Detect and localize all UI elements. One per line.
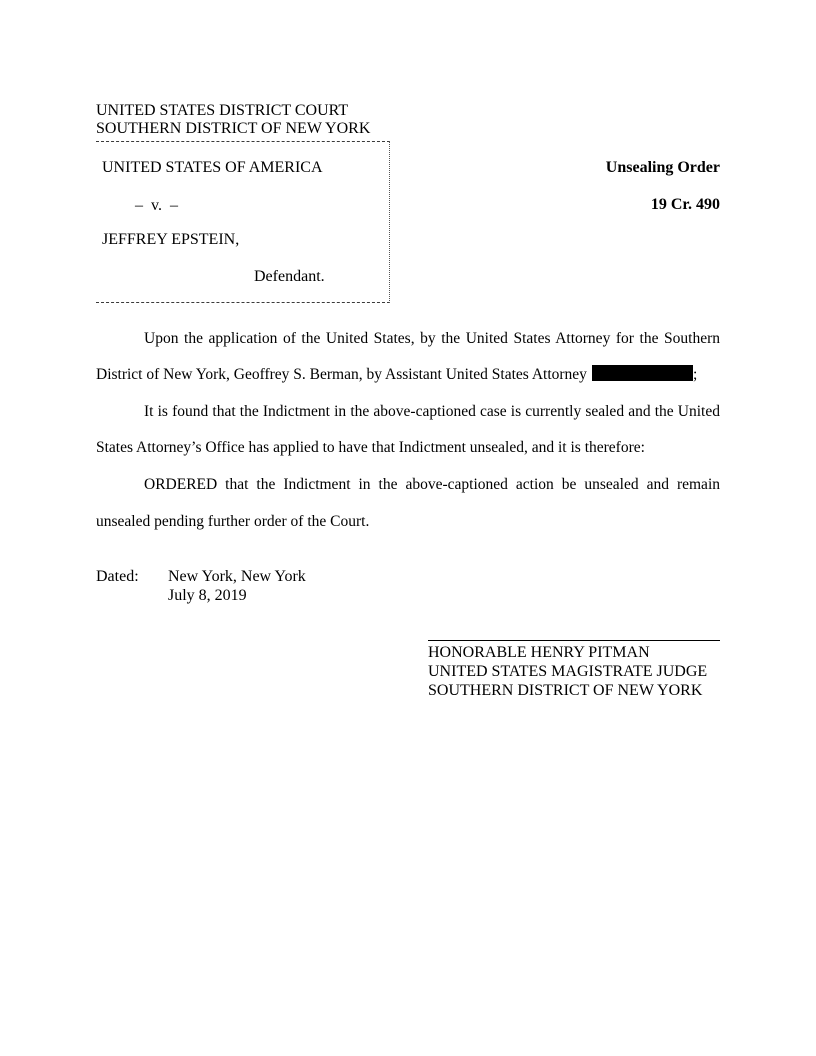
dated-block [96,567,720,605]
paragraph1-line2-text: District of New York, Geoffrey S. Berman, by Assistant United States Attorney [96,366,587,384]
court-district: SOUTHERN DISTRICT OF NEW YORK [96,120,371,138]
case-number: 19 Cr. 490 [650,195,720,213]
defendant-label: Defendant. [254,267,325,285]
paragraph2-line1: It is found that the Indictment in the above-captioned case is currently sealed and the United [144,402,720,420]
signature-block [428,640,720,700]
judge-district: SOUTHERN DISTRICT OF NEW YORK [428,682,703,700]
versus-line: – v. – [135,196,178,214]
case-caption-box [96,141,390,303]
dated-date: July 8, 2019 [168,587,247,605]
paragraph1-line1: Upon the application of the United States, by the United States Attorney for the Southern [144,329,720,347]
redaction-box [592,365,693,381]
judge-name: HONORABLE HENRY PITMAN [428,644,650,662]
paragraph1-line2-end: ; [692,366,698,384]
order-title: Unsealing Order [605,158,720,176]
caption-row [96,141,720,303]
dated-label: Dated: [96,568,139,586]
defendant-name: JEFFREY EPSTEIN, [102,230,240,248]
court-name: UNITED STATES DISTRICT COURT [96,102,349,119]
court-header [96,102,720,139]
paragraph1-line2 [96,357,720,394]
order-body [96,321,720,541]
case-info-column [390,141,720,303]
plaintiff-name: UNITED STATES OF AMERICA [102,158,323,176]
paragraph3-line2: unsealed pending further order of the Court. [96,512,370,530]
dated-values [168,567,306,605]
paragraph2-line2: States Attorney’s Office has applied to have that Indictment unsealed, and it is therefore: [96,439,645,457]
judge-title: UNITED STATES MAGISTRATE JUDGE [428,663,708,681]
dated-place: New York, New York [168,568,306,586]
paragraph3-line1: ORDERED that the Indictment in the above-captioned action be unsealed and remain [144,475,720,493]
